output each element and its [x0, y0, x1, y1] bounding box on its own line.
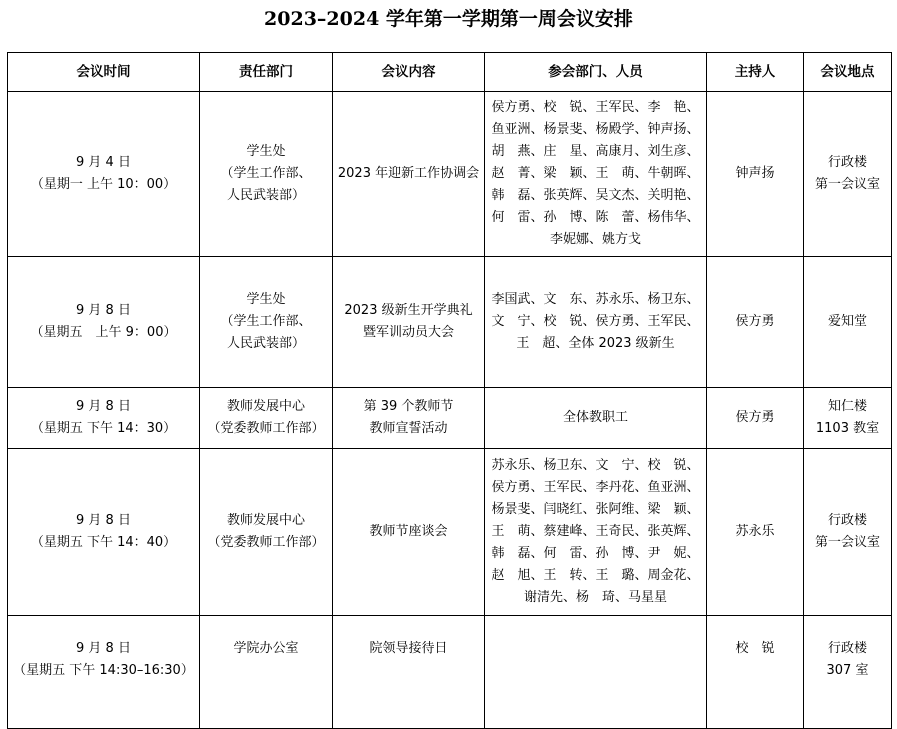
- table-row: [8, 388, 892, 449]
- dept-cell: [200, 449, 333, 616]
- time-detail: （星期五 下午 14：40）: [30, 535, 177, 550]
- host-cell: 苏永乐: [707, 449, 804, 616]
- time-date: 9 月 8 日: [76, 513, 131, 528]
- content-line: 教师节座谈会: [369, 524, 448, 539]
- location-line: 行政楼: [827, 155, 867, 170]
- attendees-cell: [485, 616, 707, 729]
- attendee-line: 杨景斐、闫晓红、张阿维、梁 颖、: [491, 502, 700, 517]
- location-cell: [804, 257, 892, 388]
- location-line: 第一会议室: [814, 177, 880, 192]
- meeting-time-cell: [8, 449, 200, 616]
- meeting-time-cell: [8, 388, 200, 449]
- dept-line: （党委教师工作部）: [207, 535, 325, 550]
- attendee-line: 鱼亚洲、杨景斐、杨殿学、钟声扬、: [491, 122, 700, 137]
- dept-line: 学院办公室: [233, 641, 299, 656]
- attendee-line: 王 超、全体 2023 级新生: [516, 336, 675, 351]
- dept-line: （学生工作部、: [220, 166, 312, 181]
- content-cell: [333, 616, 485, 729]
- header-meeting-time: 会议时间: [8, 53, 200, 92]
- content-cell: [333, 257, 485, 388]
- host-cell: 校 锐: [707, 616, 804, 729]
- content-cell: [333, 388, 485, 449]
- dept-line: 学生处: [246, 292, 286, 307]
- header-attendees: 参会部门、人员: [485, 53, 707, 92]
- table-header-row: [8, 53, 892, 92]
- table-row: [8, 616, 892, 729]
- location-line: 知仁楼: [827, 399, 867, 414]
- attendee-line: 韩 磊、何 雷、孙 博、尹 妮、: [491, 546, 700, 561]
- location-cell: [804, 92, 892, 257]
- dept-cell: [200, 616, 333, 729]
- content-line: 院领导接待日: [369, 641, 448, 656]
- location-cell: [804, 388, 892, 449]
- time-date: 9 月 8 日: [76, 641, 131, 656]
- meeting-time-cell: [8, 257, 200, 388]
- attendee-line: 赵 菁、梁 颖、王 萌、牛朝晖、: [491, 166, 700, 181]
- dept-cell: [200, 92, 333, 257]
- meeting-schedule-table: [7, 52, 892, 729]
- dept-line: （党委教师工作部）: [207, 421, 325, 436]
- content-line: 2023 级新生开学典礼: [344, 303, 473, 318]
- dept-cell: [200, 388, 333, 449]
- dept-cell: [200, 257, 333, 388]
- attendee-line: 侯方勇、王军民、李丹花、鱼亚洲、: [491, 480, 700, 495]
- attendee-line: 全体教职工: [562, 410, 628, 425]
- header-meeting-content: 会议内容: [333, 53, 485, 92]
- time-detail: （星期五 下午 14：30）: [30, 421, 177, 436]
- dept-line: 教师发展中心: [226, 513, 305, 528]
- attendee-line: 王 萌、蔡建峰、王奇民、张英辉、: [491, 524, 700, 539]
- attendee-line: 韩 磊、张英辉、吴文杰、关明艳、: [491, 188, 700, 203]
- attendee-line: 李国武、文 东、苏永乐、杨卫东、: [491, 292, 700, 307]
- attendee-line: 胡 燕、庄 星、高康月、刘生彦、: [491, 144, 700, 159]
- table-row: [8, 449, 892, 616]
- content-line: 暨军训动员大会: [362, 325, 454, 340]
- time-detail: （星期一 上午 10：00）: [30, 177, 177, 192]
- attendee-line: 苏永乐、杨卫东、文 宁、校 锐、: [491, 458, 700, 473]
- time-detail: （星期五 上午 9：00）: [30, 325, 177, 340]
- attendee-line: 文 宁、校 锐、侯方勇、王军民、: [491, 314, 700, 329]
- location-line: 行政楼: [827, 513, 867, 528]
- dept-line: 人民武装部）: [226, 188, 305, 203]
- location-line: 行政楼: [827, 641, 867, 656]
- attendee-line: 赵 旭、王 转、王 璐、周金花、: [491, 568, 700, 583]
- content-line: 教师宣誓活动: [369, 421, 448, 436]
- attendees-cell: [485, 92, 707, 257]
- header-responsible-dept: 责任部门: [200, 53, 333, 92]
- meeting-time-cell: [8, 616, 200, 729]
- attendee-line: 李妮娜、姚方戈: [549, 232, 641, 247]
- attendees-cell: [485, 449, 707, 616]
- host-cell: 钟声扬: [707, 92, 804, 257]
- dept-line: 学生处: [246, 144, 286, 159]
- table-row: [8, 92, 892, 257]
- attendee-line: 何 雷、孙 博、陈 蕾、杨伟华、: [491, 210, 700, 225]
- location-cell: [804, 449, 892, 616]
- header-host: 主持人: [707, 53, 804, 92]
- table-row: [8, 257, 892, 388]
- location-line: 1103 教室: [815, 421, 880, 436]
- host-cell: 侯方勇: [707, 257, 804, 388]
- host-cell: 侯方勇: [707, 388, 804, 449]
- time-date: 9 月 4 日: [76, 155, 131, 170]
- header-location: 会议地点: [804, 53, 892, 92]
- location-line: 307 室: [826, 663, 869, 678]
- time-date: 9 月 8 日: [76, 399, 131, 414]
- attendees-cell: [485, 388, 707, 449]
- page-title: 2023–2024 学年第一学期第一周会议安排: [264, 8, 633, 30]
- dept-line: （学生工作部、: [220, 314, 312, 329]
- dept-line: 教师发展中心: [226, 399, 305, 414]
- attendee-line: 侯方勇、校 锐、王军民、李 艳、: [491, 100, 700, 115]
- dept-line: 人民武装部）: [226, 336, 305, 351]
- content-line: 2023 年迎新工作协调会: [337, 166, 480, 181]
- content-cell: [333, 449, 485, 616]
- content-line: 第 39 个教师节: [363, 399, 454, 414]
- location-line: 第一会议室: [814, 535, 880, 550]
- location-line: 爱知堂: [827, 314, 867, 329]
- location-cell: [804, 616, 892, 729]
- meeting-time-cell: [8, 92, 200, 257]
- attendees-cell: [485, 257, 707, 388]
- attendee-line: 谢清先、杨 琦、马星星: [523, 590, 667, 605]
- time-detail: （星期五 下午 14:30–16:30）: [13, 663, 194, 678]
- time-date: 9 月 8 日: [76, 303, 131, 318]
- content-cell: [333, 92, 485, 257]
